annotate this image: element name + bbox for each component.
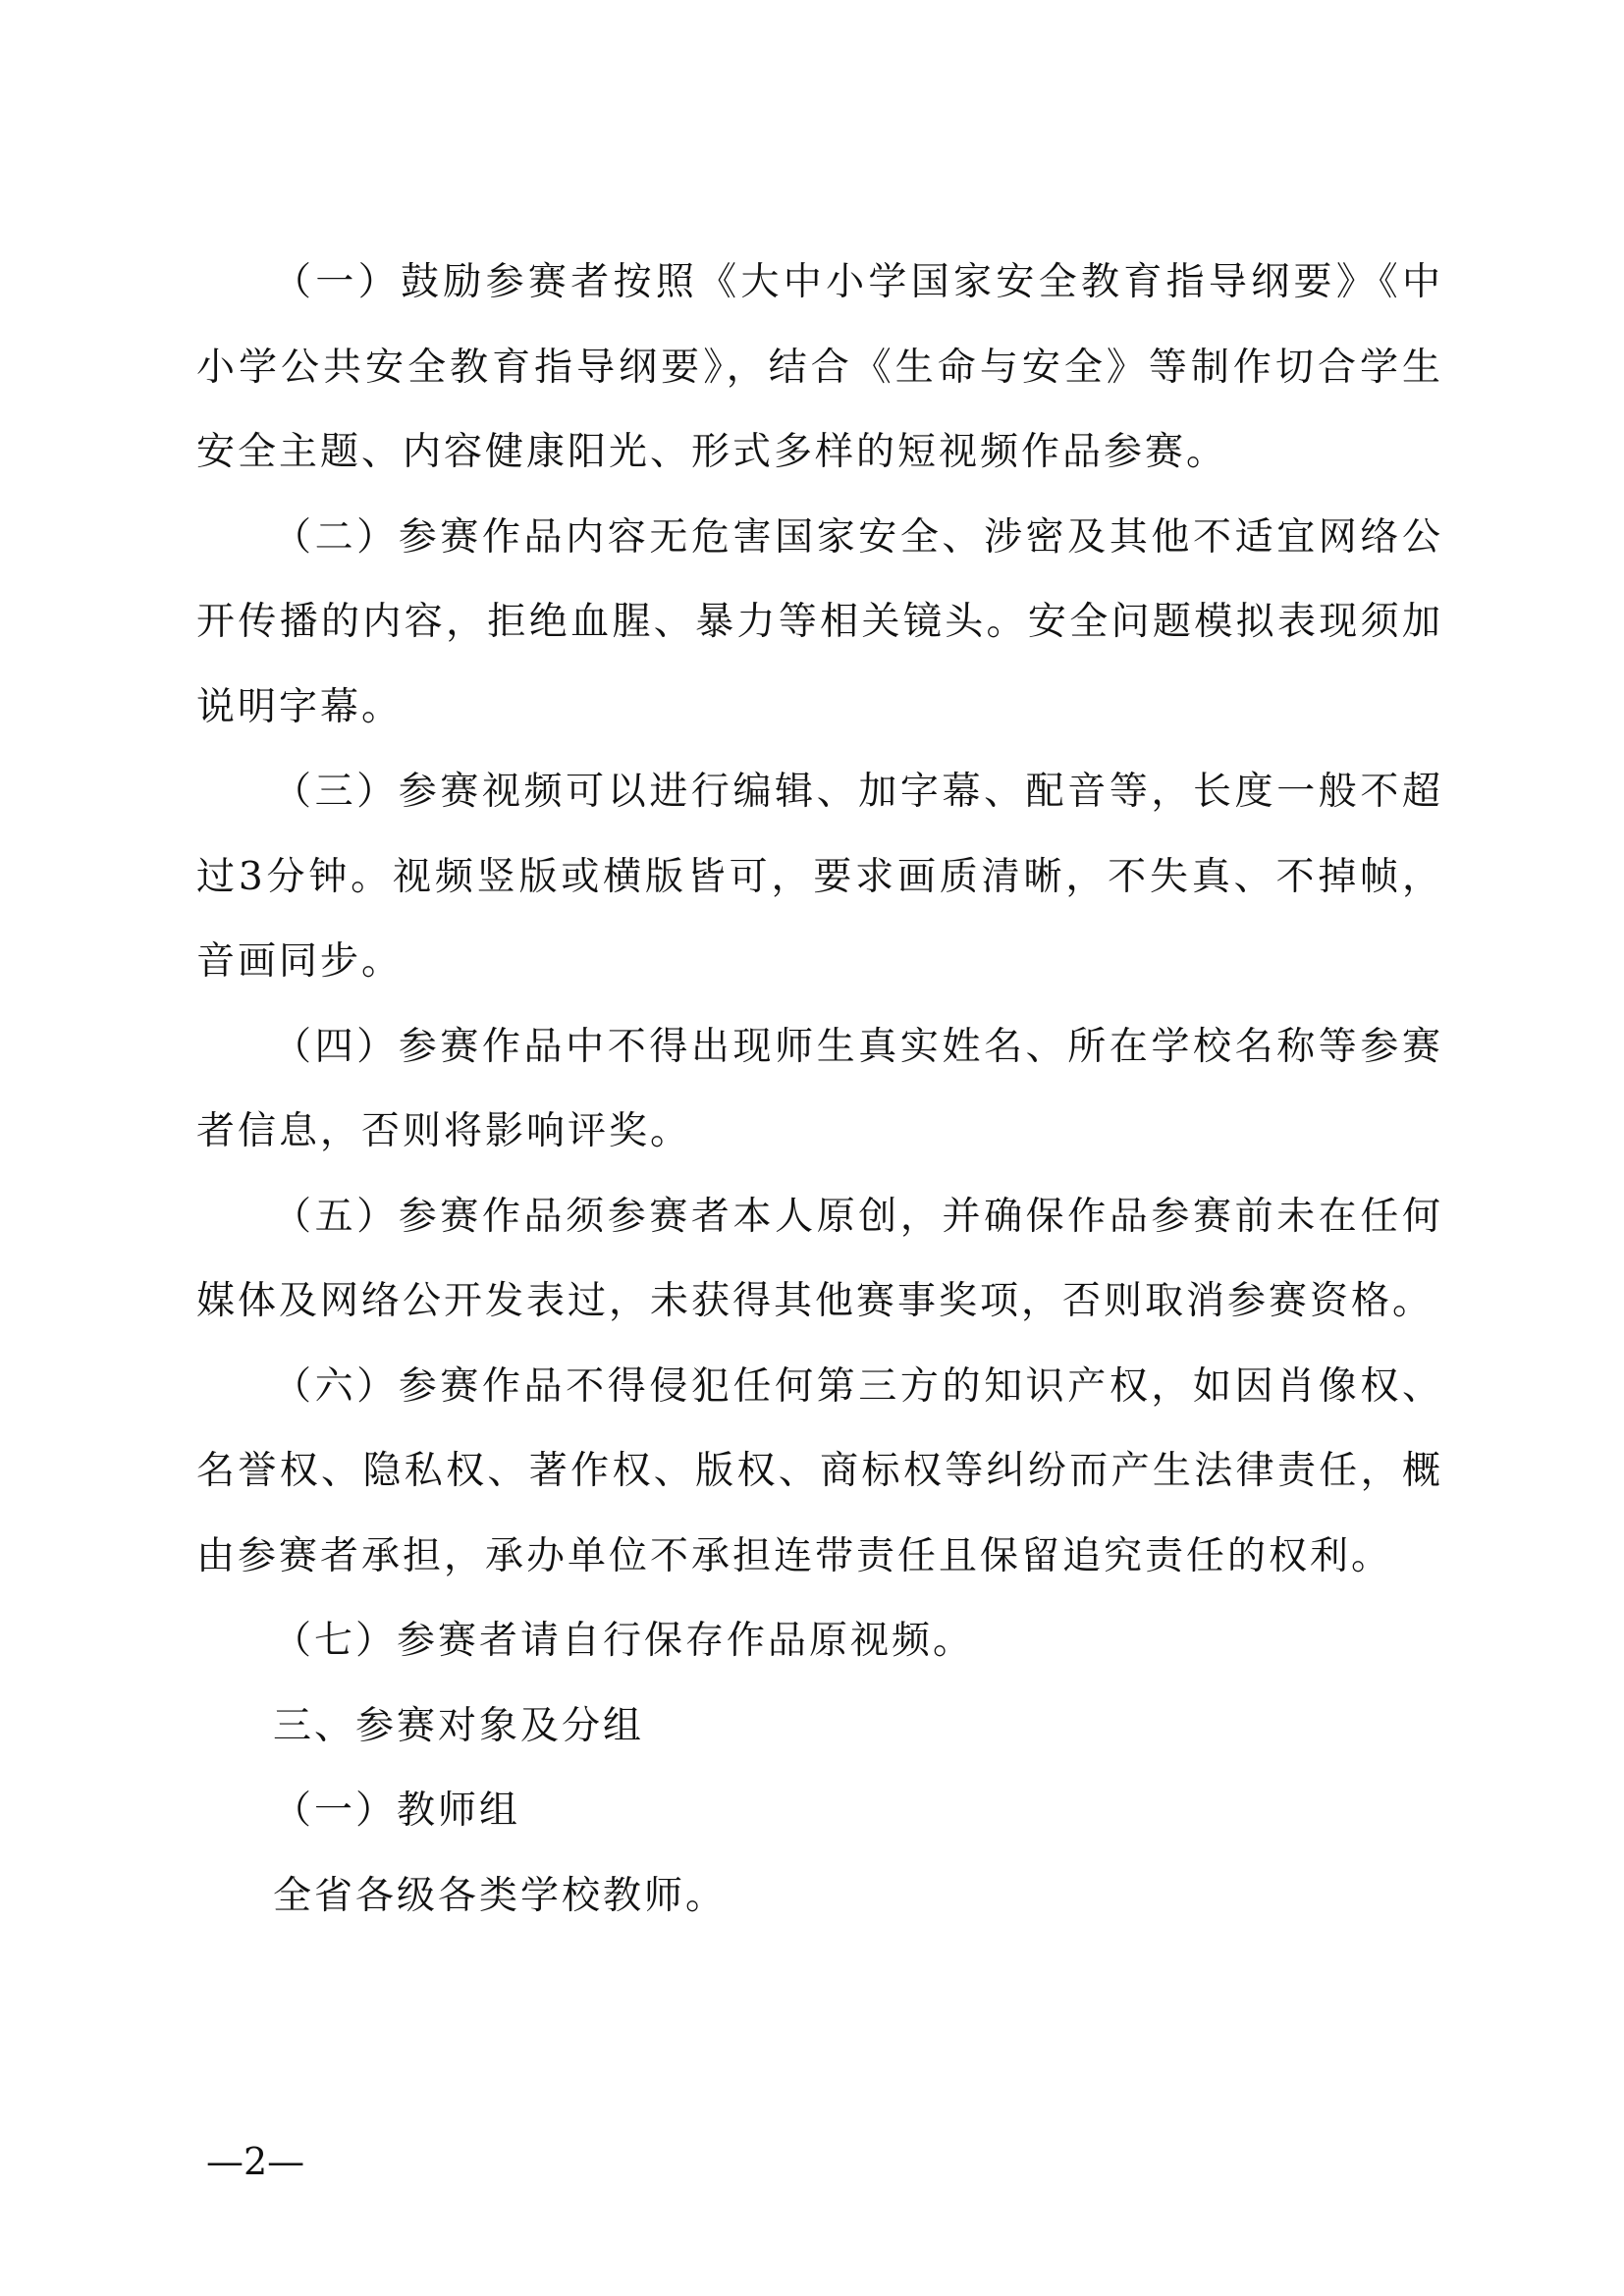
page-number: —2— [206,2140,305,2183]
subheading: （一）教师组 [273,1789,521,1833]
paragraph-5: （五）参赛作品须参赛者本人原创，并确保作品参赛前未在任何媒体及网络公开发表过，未获得其他赛事奖项，否则取消参赛资格。 [196,1194,1443,1323]
section-heading: 三、参赛对象及分组 [273,1703,645,1748]
document-body [196,240,1443,1939]
paragraph-1: （一）鼓励参赛者按照《大中小学国家安全教育指导纲要》《中小学公共安全教育指导纲要》，结合《生命与安全》等制作切合学生安全主题、内容健康阳光、形式多样的短视频作品参赛。 [196,260,1443,474]
subheading-text: 全省各级各类学校教师。 [273,1873,728,1918]
paragraph-7: （七）参赛者请自行保存作品原视频。 [273,1619,975,1663]
paragraph-2: （二）参赛作品内容无危害国家安全、涉密及其他不适宜网络公开传播的内容，拒绝血腥、暴力等相关镜头。安全问题模拟表现须加说明字幕。 [196,514,1443,729]
paragraph-6: （六）参赛作品不得侵犯任何第三方的知识产权，如因肖像权、名誉权、隐私权、著作权、版权、商标权等纠纷而产生法律责任，概由参赛者承担，承办单位不承担连带责任且保留追究责任的权利。 [196,1363,1443,1578]
paragraph-3: （三）参赛视频可以进行编辑、加字幕、配音等，长度一般不超过3分钟。视频竖版或横版皆可，要求画质清晰，不失真、不掉帧，音画同步。 [196,770,1443,984]
paragraph-4: （四）参赛作品中不得出现师生真实姓名、所在学校名称等参赛者信息，否则将影响评奖。 [196,1024,1443,1153]
